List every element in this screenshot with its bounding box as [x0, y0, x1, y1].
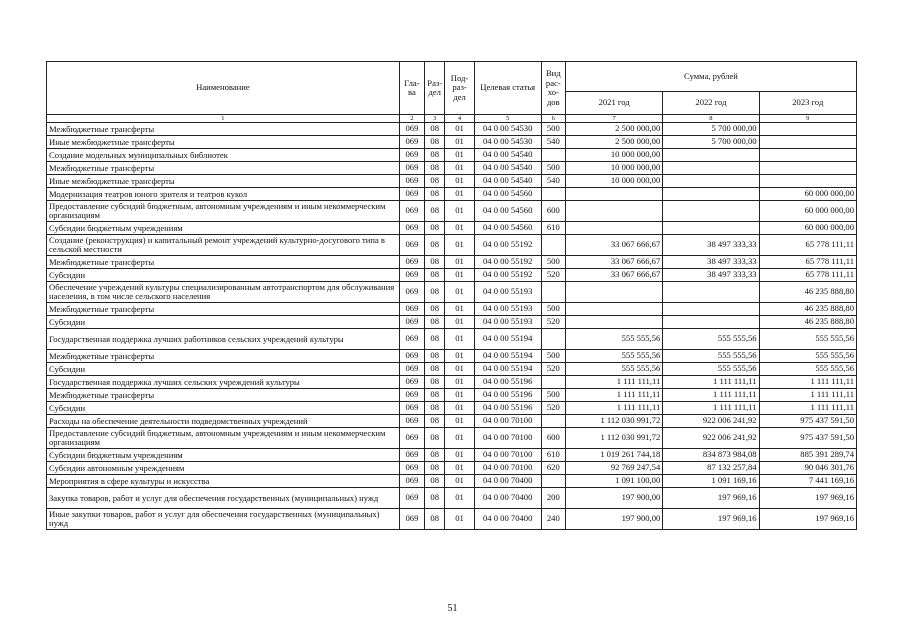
row-sum-2022: 1 111 111,11 [663, 376, 759, 389]
row-sum-2023: 975 437 591,50 [759, 428, 856, 449]
row-chapter: 069 [399, 175, 424, 188]
row-sum-2022: 555 555,56 [663, 329, 759, 350]
row-sum-2023: 46 235 888,80 [759, 282, 856, 303]
row-sum-2021: 92 769 247,54 [565, 462, 662, 475]
row-target-article: 04 0 00 55196 [474, 376, 541, 389]
column-number-row [47, 115, 857, 123]
row-chapter: 069 [399, 462, 424, 475]
row-sum-2023 [759, 123, 856, 136]
row-chapter: 069 [399, 136, 424, 149]
row-target-article: 04 0 00 55193 [474, 282, 541, 303]
row-subsection: 01 [445, 462, 474, 475]
row-sum-2021: 555 555,56 [565, 329, 662, 350]
column-number: 2 [399, 115, 424, 123]
row-subsection: 01 [445, 303, 474, 316]
row-section: 08 [425, 415, 445, 428]
table-row [47, 475, 857, 488]
header-podrazdel: Под-раз-дел [445, 62, 474, 115]
row-subsection: 01 [445, 162, 474, 175]
row-subsection: 01 [445, 329, 474, 350]
row-chapter: 069 [399, 475, 424, 488]
row-sum-2022 [663, 175, 759, 188]
row-name: Межбюджетные трансферты [47, 389, 400, 402]
row-sum-2021: 1 091 100,00 [565, 475, 662, 488]
column-number: 9 [759, 115, 856, 123]
row-expense-type: 500 [541, 350, 565, 363]
column-number: 3 [425, 115, 445, 123]
row-chapter: 069 [399, 222, 424, 235]
row-chapter: 069 [399, 449, 424, 462]
table-row [47, 509, 857, 530]
row-expense-type [541, 282, 565, 303]
row-sum-2023: 65 778 111,11 [759, 256, 856, 269]
row-subsection: 01 [445, 269, 474, 282]
row-section: 08 [425, 201, 445, 222]
row-expense-type: 610 [541, 222, 565, 235]
header-glava: Гла-ва [399, 62, 424, 115]
table-row [47, 303, 857, 316]
row-section: 08 [425, 162, 445, 175]
row-name: Закупка товаров, работ и услуг для обеспечения государственных (муниципальных) нужд [47, 488, 400, 509]
row-chapter: 069 [399, 235, 424, 256]
row-sum-2023: 197 969,16 [759, 488, 856, 509]
row-chapter: 069 [399, 123, 424, 136]
row-section: 08 [425, 462, 445, 475]
table-row [47, 149, 857, 162]
row-name: Межбюджетные трансферты [47, 350, 400, 363]
table-row [47, 175, 857, 188]
row-sum-2021 [565, 201, 662, 222]
row-expense-type: 610 [541, 449, 565, 462]
row-sum-2021: 33 067 666,67 [565, 256, 662, 269]
row-name: Предоставление субсидий бюджетным, автономным учреждениям и иным некоммерческим организациям [47, 428, 400, 449]
row-sum-2022 [663, 222, 759, 235]
row-section: 08 [425, 389, 445, 402]
row-sum-2023: 60 000 000,00 [759, 188, 856, 201]
row-expense-type: 520 [541, 402, 565, 415]
row-sum-2022 [663, 303, 759, 316]
row-chapter: 069 [399, 350, 424, 363]
row-target-article: 04 0 00 55196 [474, 402, 541, 415]
row-sum-2021: 10 000 000,00 [565, 175, 662, 188]
row-subsection: 01 [445, 123, 474, 136]
row-section: 08 [425, 282, 445, 303]
row-target-article: 04 0 00 55192 [474, 269, 541, 282]
row-subsection: 01 [445, 389, 474, 402]
row-section: 08 [425, 222, 445, 235]
row-sum-2022 [663, 282, 759, 303]
row-sum-2023: 46 235 888,80 [759, 303, 856, 316]
table-row [47, 282, 857, 303]
row-chapter: 069 [399, 162, 424, 175]
row-sum-2022: 5 700 000,00 [663, 136, 759, 149]
row-section: 08 [425, 475, 445, 488]
header-sum: Сумма, рублей [565, 62, 856, 92]
row-expense-type: 500 [541, 123, 565, 136]
row-target-article: 04 0 00 55192 [474, 235, 541, 256]
table-row [47, 402, 857, 415]
row-sum-2021 [565, 316, 662, 329]
row-chapter: 069 [399, 256, 424, 269]
row-sum-2022: 1 111 111,11 [663, 402, 759, 415]
row-sum-2023: 555 555,56 [759, 363, 856, 376]
row-expense-type: 600 [541, 428, 565, 449]
table-row [47, 222, 857, 235]
row-target-article: 04 0 00 54560 [474, 188, 541, 201]
row-target-article: 04 0 00 54560 [474, 222, 541, 235]
row-sum-2023: 60 000 000,00 [759, 201, 856, 222]
row-subsection: 01 [445, 282, 474, 303]
row-sum-2022: 555 555,56 [663, 350, 759, 363]
table-row [47, 316, 857, 329]
table-row [47, 350, 857, 363]
row-expense-type [541, 475, 565, 488]
table-row [47, 256, 857, 269]
row-target-article: 04 0 00 54530 [474, 136, 541, 149]
row-name: Иные межбюджетные трансферты [47, 136, 400, 149]
row-sum-2021: 1 019 261 744,18 [565, 449, 662, 462]
row-sum-2021: 10 000 000,00 [565, 149, 662, 162]
table-row [47, 488, 857, 509]
row-section: 08 [425, 449, 445, 462]
row-name: Субсидии [47, 402, 400, 415]
column-number: 6 [541, 115, 565, 123]
row-section: 08 [425, 428, 445, 449]
row-expense-type: 500 [541, 303, 565, 316]
row-expense-type [541, 149, 565, 162]
row-sum-2021: 197 900,00 [565, 488, 662, 509]
table-row [47, 363, 857, 376]
row-sum-2022: 5 700 000,00 [663, 123, 759, 136]
row-name: Субсидии [47, 316, 400, 329]
row-target-article: 04 0 00 70400 [474, 509, 541, 530]
column-number: 8 [663, 115, 759, 123]
row-section: 08 [425, 509, 445, 530]
row-sum-2023: 555 555,56 [759, 329, 856, 350]
table-row [47, 162, 857, 175]
row-chapter: 069 [399, 149, 424, 162]
row-sum-2023: 46 235 888,80 [759, 316, 856, 329]
row-sum-2021: 33 067 666,67 [565, 235, 662, 256]
row-sum-2023: 90 046 301,76 [759, 462, 856, 475]
header-year-2022: 2022 год [663, 92, 759, 115]
row-name: Расходы на обеспечение деятельности подведомственных учреждений [47, 415, 400, 428]
row-name: Субсидии бюджетным учреждениям [47, 449, 400, 462]
row-target-article: 04 0 00 55194 [474, 350, 541, 363]
row-sum-2021: 555 555,56 [565, 350, 662, 363]
row-name: Государственная поддержка лучших работников сельских учреждений культуры [47, 329, 400, 350]
row-name: Межбюджетные трансферты [47, 123, 400, 136]
row-chapter: 069 [399, 269, 424, 282]
row-section: 08 [425, 136, 445, 149]
row-sum-2022 [663, 162, 759, 175]
row-target-article: 04 0 00 55194 [474, 363, 541, 376]
row-chapter: 069 [399, 282, 424, 303]
row-expense-type: 520 [541, 316, 565, 329]
row-name: Модернизация театров юного зрителя и театров кукол [47, 188, 400, 201]
table-row [47, 462, 857, 475]
row-expense-type [541, 415, 565, 428]
row-expense-type: 240 [541, 509, 565, 530]
row-chapter: 069 [399, 415, 424, 428]
row-chapter: 069 [399, 316, 424, 329]
row-expense-type: 500 [541, 162, 565, 175]
row-target-article: 04 0 00 55193 [474, 316, 541, 329]
row-target-article: 04 0 00 70100 [474, 415, 541, 428]
row-sum-2023: 975 437 591,50 [759, 415, 856, 428]
row-section: 08 [425, 363, 445, 376]
row-sum-2023: 7 441 169,16 [759, 475, 856, 488]
row-target-article: 04 0 00 54530 [474, 123, 541, 136]
page-number: 51 [447, 603, 458, 614]
row-sum-2021: 1 111 111,11 [565, 402, 662, 415]
header-razdel: Раз-дел [425, 62, 445, 115]
row-subsection: 01 [445, 449, 474, 462]
row-section: 08 [425, 188, 445, 201]
row-sum-2023: 65 778 111,11 [759, 235, 856, 256]
budget-table [46, 61, 857, 530]
header-expense-type: Вид рас-хо-дов [541, 62, 565, 115]
row-name: Субсидии бюджетным учреждениям [47, 222, 400, 235]
row-expense-type: 520 [541, 363, 565, 376]
row-name: Государственная поддержка лучших сельских учреждений культуры [47, 376, 400, 389]
row-sum-2021 [565, 282, 662, 303]
row-sum-2022: 38 497 333,33 [663, 256, 759, 269]
row-subsection: 01 [445, 235, 474, 256]
row-target-article: 04 0 00 55194 [474, 329, 541, 350]
row-sum-2021: 1 111 111,11 [565, 389, 662, 402]
row-sum-2023: 65 778 111,11 [759, 269, 856, 282]
row-sum-2021: 10 000 000,00 [565, 162, 662, 175]
row-name: Субсидии [47, 363, 400, 376]
table-row [47, 123, 857, 136]
row-chapter: 069 [399, 201, 424, 222]
row-chapter: 069 [399, 428, 424, 449]
row-name: Межбюджетные трансферты [47, 303, 400, 316]
row-sum-2023: 1 111 111,11 [759, 389, 856, 402]
row-target-article: 04 0 00 55196 [474, 389, 541, 402]
row-sum-2022: 922 006 241,92 [663, 428, 759, 449]
row-name: Создание модельных муниципальных библиотек [47, 149, 400, 162]
header-name: Наименование [47, 62, 400, 115]
header-year-2021: 2021 год [565, 92, 662, 115]
row-target-article: 04 0 00 54540 [474, 162, 541, 175]
row-target-article: 04 0 00 70400 [474, 488, 541, 509]
table-row [47, 329, 857, 350]
row-sum-2023 [759, 136, 856, 149]
column-number: 7 [565, 115, 662, 123]
row-name: Межбюджетные трансферты [47, 162, 400, 175]
row-sum-2023: 60 000 000,00 [759, 222, 856, 235]
row-subsection: 01 [445, 376, 474, 389]
row-section: 08 [425, 175, 445, 188]
row-subsection: 01 [445, 256, 474, 269]
row-section: 08 [425, 376, 445, 389]
row-expense-type [541, 235, 565, 256]
row-section: 08 [425, 488, 445, 509]
row-sum-2023: 885 391 289,74 [759, 449, 856, 462]
row-section: 08 [425, 350, 445, 363]
row-sum-2023 [759, 149, 856, 162]
row-name: Субсидии автономным учреждениям [47, 462, 400, 475]
row-sum-2023: 1 111 111,11 [759, 376, 856, 389]
row-section: 08 [425, 402, 445, 415]
row-sum-2022: 922 006 241,92 [663, 415, 759, 428]
row-sum-2023: 555 555,56 [759, 350, 856, 363]
table-row [47, 188, 857, 201]
row-target-article: 04 0 00 54540 [474, 175, 541, 188]
row-expense-type: 540 [541, 136, 565, 149]
row-section: 08 [425, 303, 445, 316]
row-sum-2022 [663, 149, 759, 162]
row-subsection: 01 [445, 402, 474, 415]
row-sum-2022 [663, 188, 759, 201]
row-sum-2022: 1 091 169,16 [663, 475, 759, 488]
row-expense-type [541, 188, 565, 201]
row-name: Межбюджетные трансферты [47, 256, 400, 269]
row-subsection: 01 [445, 222, 474, 235]
table-row [47, 376, 857, 389]
row-chapter: 069 [399, 376, 424, 389]
row-subsection: 01 [445, 428, 474, 449]
row-section: 08 [425, 235, 445, 256]
row-expense-type: 500 [541, 256, 565, 269]
row-target-article: 04 0 00 70100 [474, 462, 541, 475]
table-row [47, 235, 857, 256]
row-chapter: 069 [399, 329, 424, 350]
row-subsection: 01 [445, 188, 474, 201]
row-section: 08 [425, 269, 445, 282]
table-row [47, 269, 857, 282]
row-subsection: 01 [445, 201, 474, 222]
row-chapter: 069 [399, 488, 424, 509]
row-name: Обеспечение учреждений культуры специализированным автотранспортом для обслуживания населения, в том числе сельского населения [47, 282, 400, 303]
row-target-article: 04 0 00 70400 [474, 475, 541, 488]
row-name: Иные межбюджетные трансферты [47, 175, 400, 188]
row-sum-2021: 1 112 030 991,72 [565, 415, 662, 428]
column-number: 4 [445, 115, 474, 123]
table-row [47, 415, 857, 428]
row-target-article: 04 0 00 54560 [474, 201, 541, 222]
table-row [47, 449, 857, 462]
row-sum-2021: 555 555,56 [565, 363, 662, 376]
row-expense-type: 500 [541, 389, 565, 402]
column-number: 1 [47, 115, 400, 123]
row-expense-type: 200 [541, 488, 565, 509]
row-sum-2022 [663, 316, 759, 329]
row-sum-2021 [565, 188, 662, 201]
row-target-article: 04 0 00 54540 [474, 149, 541, 162]
row-sum-2021: 2 500 000,00 [565, 123, 662, 136]
row-expense-type: 600 [541, 201, 565, 222]
table-row [47, 428, 857, 449]
row-sum-2023: 1 111 111,11 [759, 402, 856, 415]
row-subsection: 01 [445, 149, 474, 162]
row-sum-2022: 38 497 333,33 [663, 235, 759, 256]
row-expense-type: 520 [541, 269, 565, 282]
row-name: Субсидии [47, 269, 400, 282]
row-chapter: 069 [399, 188, 424, 201]
row-section: 08 [425, 316, 445, 329]
row-target-article: 04 0 00 70100 [474, 428, 541, 449]
row-name: Мероприятия в сфере культуры и искусства [47, 475, 400, 488]
row-chapter: 069 [399, 363, 424, 376]
table-row [47, 201, 857, 222]
row-chapter: 069 [399, 402, 424, 415]
row-section: 08 [425, 256, 445, 269]
header-target-article: Целевая статья [474, 62, 541, 115]
row-sum-2022: 197 969,16 [663, 509, 759, 530]
row-sum-2021: 33 067 666,67 [565, 269, 662, 282]
row-subsection: 01 [445, 475, 474, 488]
row-target-article: 04 0 00 55192 [474, 256, 541, 269]
row-sum-2022: 834 873 984,08 [663, 449, 759, 462]
row-sum-2022: 38 497 333,33 [663, 269, 759, 282]
row-sum-2021: 2 500 000,00 [565, 136, 662, 149]
row-sum-2023: 197 969,16 [759, 509, 856, 530]
row-expense-type [541, 329, 565, 350]
row-sum-2021: 1 112 030 991,72 [565, 428, 662, 449]
row-name: Иные закупки товаров, работ и услуг для обеспечения государственных (муниципальных) нужд [47, 509, 400, 530]
row-chapter: 069 [399, 389, 424, 402]
row-subsection: 01 [445, 488, 474, 509]
row-sum-2023 [759, 175, 856, 188]
table-row [47, 389, 857, 402]
row-target-article: 04 0 00 55193 [474, 303, 541, 316]
column-number: 5 [474, 115, 541, 123]
table-row [47, 136, 857, 149]
row-subsection: 01 [445, 415, 474, 428]
row-expense-type: 620 [541, 462, 565, 475]
row-subsection: 01 [445, 363, 474, 376]
row-section: 08 [425, 329, 445, 350]
row-chapter: 069 [399, 303, 424, 316]
row-expense-type [541, 376, 565, 389]
row-sum-2021: 197 900,00 [565, 509, 662, 530]
row-subsection: 01 [445, 509, 474, 530]
row-sum-2021: 1 111 111,11 [565, 376, 662, 389]
row-sum-2023 [759, 162, 856, 175]
row-sum-2021 [565, 222, 662, 235]
row-chapter: 069 [399, 509, 424, 530]
row-subsection: 01 [445, 136, 474, 149]
row-sum-2022 [663, 201, 759, 222]
row-subsection: 01 [445, 350, 474, 363]
row-sum-2022: 1 111 111,11 [663, 389, 759, 402]
header-year-2023: 2023 год [759, 92, 856, 115]
row-target-article: 04 0 00 70100 [474, 449, 541, 462]
row-name: Создание (реконструкция) и капитальный ремонт учреждений культурно-досугового типа в сельской местности [47, 235, 400, 256]
row-sum-2022: 555 555,56 [663, 363, 759, 376]
row-sum-2021 [565, 303, 662, 316]
row-sum-2022: 197 969,16 [663, 488, 759, 509]
row-subsection: 01 [445, 175, 474, 188]
row-section: 08 [425, 149, 445, 162]
row-section: 08 [425, 123, 445, 136]
row-expense-type: 540 [541, 175, 565, 188]
row-sum-2022: 87 132 257,84 [663, 462, 759, 475]
row-name: Предоставление субсидий бюджетным, автономным учреждениям и иным некоммерческим организациям [47, 201, 400, 222]
row-subsection: 01 [445, 316, 474, 329]
